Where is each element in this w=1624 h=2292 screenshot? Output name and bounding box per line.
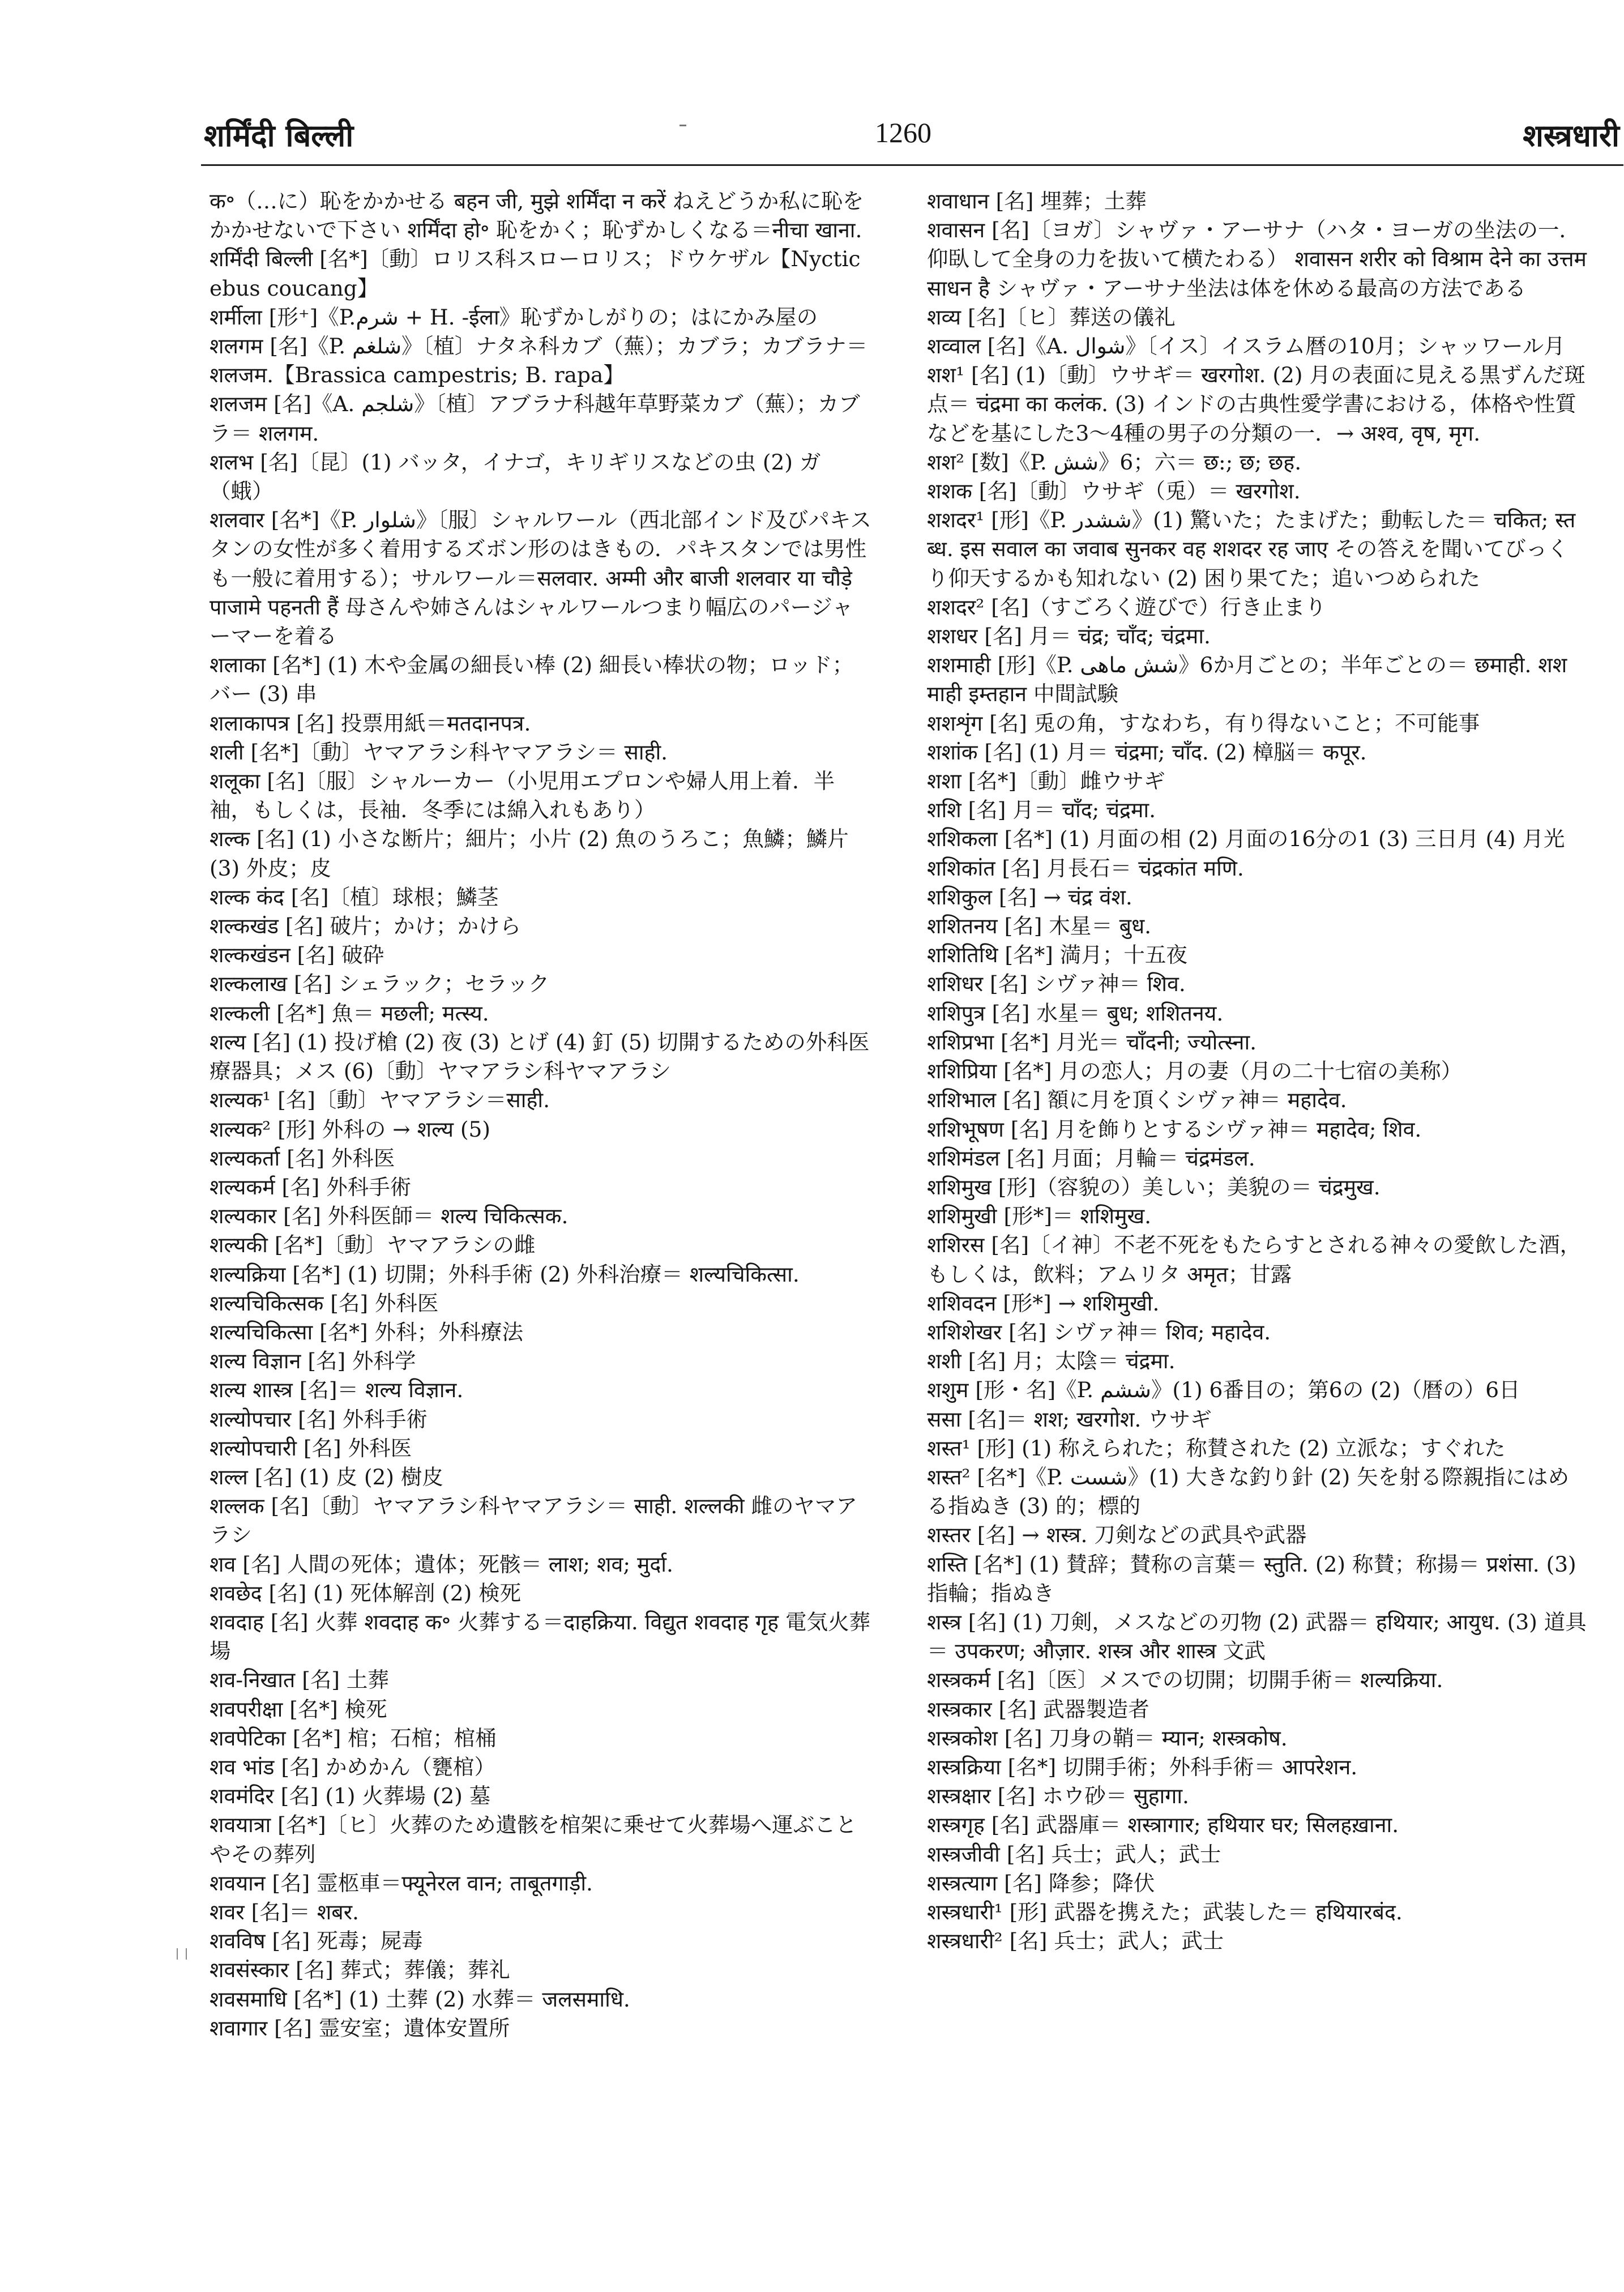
left-running-headword: शर्मिंदी बिल्ली — [204, 117, 354, 153]
dictionary-entry: शवाधान [名] 埋葬；土葬 — [927, 189, 1147, 214]
dictionary-entry: शशुम [形・名]《P. ششم》(1) 6番目の；第6の (2)（暦の）6日 — [927, 1377, 1520, 1403]
dictionary-entry: शशदर² [名]（すごろく遊びで）行き止まり — [927, 594, 1326, 620]
dictionary-entry: शलजम [名]《A. شلجم》〔植〕アブラナ科越年草野菜カブ（蕪）；カブラ＝ शलगम. — [210, 391, 860, 446]
dictionary-entry: शल्यचिकित्सा [名*] 外科；外科療法 — [210, 1319, 524, 1345]
dictionary-entry: शवयात्रा [名*]〔ヒ〕火葬のため遺骸を棺架に乗せて火葬場へ運ぶことやその葬列 — [210, 1812, 857, 1867]
dictionary-entry: शव भांड [名] かめかん（甕棺） — [210, 1754, 496, 1779]
dictionary-entry: शल्लक [名]〔動〕ヤマアラシ科ヤマアラシ＝ साही. शल्लकी 雌のヤマアラシ — [210, 1493, 858, 1548]
page-header — [0, 0, 1624, 164]
dictionary-entry: शल्योपचार [名] 外科手術 — [210, 1406, 428, 1432]
dictionary-entry: शल्ल [名] (1) 皮 (2) 樹皮 — [210, 1464, 443, 1489]
dictionary-entry: शशधर [名] 月＝ चंद्र; चाँद; चंद्रमा. — [927, 624, 1211, 649]
dictionary-entry: शशशृंग [名] 兎の角，すなわち，有り得ないこと；不可能事 — [927, 710, 1480, 736]
dictionary-entry: शशिशेखर [名] シヴァ神＝ शिव; महादेव. — [927, 1319, 1271, 1345]
dictionary-entry: शशितिथि [名*] 満月；十五夜 — [927, 942, 1187, 968]
dictionary-entry: शलूका [名]〔服〕シャルーカー（小児用エプロンや婦人用上着．半袖，もしくは，長袖．冬季には綿入れもあり） — [210, 769, 835, 823]
header-rule — [201, 164, 1623, 166]
dictionary-entry: शशिप्रिया [名*] 月の恋人；月の妻（月の二十七宿の美称） — [927, 1058, 1463, 1084]
dictionary-entry: शलवार [名*]《P. شلوار》〔服〕シャルワール（西北部インド及びパキスタンの女性が多く着用するズボン形のはきもの．パキスタンでは男性も一般に着用する）；サルワール＝सलवार. अम्मी और बाजी शलवार या चौड़े पाजामे पहनती हैं 母さんや姉さんはシャルワールつまり幅広のパージャーマーを着る — [210, 507, 871, 649]
dictionary-entry: शशिभाल [名] 額に月を頂くシヴァ神＝ महादेव. — [927, 1087, 1347, 1113]
dictionary-entry: शल्क कंद [名]〔植〕球根；鱗茎 — [210, 884, 499, 910]
dictionary-entry: शवपेटिका [名*] 棺；石棺；棺桶 — [210, 1725, 497, 1751]
dictionary-entry: शल्कखंडन [名] 破砕 — [210, 942, 384, 968]
dictionary-entry: शवमंदिर [名] (1) 火葬場 (2) 墓 — [210, 1783, 491, 1809]
dictionary-entry: शव [名] 人間の死体；遺体；死骸＝ लाश; शव; मुर्दा. — [210, 1551, 673, 1577]
dictionary-entry: शल्य विज्ञान [名] 外科学 — [210, 1348, 416, 1374]
page-number: 1260 — [875, 117, 931, 148]
dictionary-entry: शवदाह [名] 火葬 शवदाह क॰ 火葬する＝दाहक्रिया. विद्युत शवदाह गृह 電気火葬場 — [210, 1609, 870, 1664]
dictionary-entry: शलाकापत्र [名] 投票用紙＝मतदानपत्र. — [210, 710, 531, 736]
dictionary-entry: शशदर¹ [形]《P. ششدر》(1) 驚いた；たまげた；動転した＝ चकित; स्तब्ध. इस सवाल का जवाब सुनकर वह शशदर रह जाए その答えを聞いてびっくり仰天するかも知れない (2) 困り果てた；追いつめられた — [927, 507, 1576, 591]
dictionary-entry: शशिमुखी [形*]＝ शशिमुख. — [927, 1203, 1152, 1229]
dictionary-entry: शवासन [名]〔ヨガ〕シャヴァ・アーサナ（ハタ・ヨーガの坐法の一．仰臥して全身の力を抜いて横たわる） शवासन शरीर को विश्राम देने का उत्तम साधन है シャヴァ・アーサナ坐法は体を休める最高の方法である — [927, 217, 1587, 301]
dictionary-entry: शल्य [名] (1) 投げ槍 (2) 夜 (3) とげ (4) 釘 (5) 切開するための外科医療器具；メス (6)〔動〕ヤマアラシ科ヤマアラシ — [210, 1029, 870, 1084]
dictionary-entry: शशिप्रभा [名*] 月光＝ चाँदनी; ज्योत्स्ना. — [927, 1029, 1257, 1055]
dictionary-entry: शशिकला [名*] (1) 月面の相 (2) 月面の16分の1 (3) 三日月 (4) 月光 — [927, 826, 1565, 852]
dictionary-entry: शल्यक्रिया [名*] (1) 切開；外科手術 (2) 外科治療＝ शल्यचिकित्सा. — [210, 1261, 800, 1287]
dictionary-entry: शवविष [名] 死毒；屍毒 — [210, 1928, 423, 1954]
dictionary-entry: शर्मीला [形⁺]《P.شرم + H. -ईला》恥ずかしがりの；はにかみ屋の — [210, 304, 818, 330]
dictionary-entry: शस्त्रजीवी [名] 兵士；武人；武士 — [927, 1841, 1221, 1867]
dictionary-entry: शवछेद [名] (1) 死体解剖 (2) 検死 — [210, 1580, 522, 1606]
dictionary-entry: शशांक [名] (1) 月＝ चंद्रमा; चाँद. (2) 樟脳＝ कपूर. — [927, 739, 1367, 765]
dictionary-entry: शशमाही [形]《P. شش ماهی》6か月ごとの；半年ごとの＝ छमाही. शशमाही इम्तहान 中間試験 — [927, 652, 1567, 707]
dictionary-entry: शल्यक¹ [名]〔動〕ヤマアラシ＝साही. — [210, 1087, 550, 1113]
dictionary-entry: शवसमाधि [名*] (1) 土葬 (2) 水葬＝ जलसमाधि. — [210, 1986, 630, 2012]
dictionary-entry: शवागार [名] 霊安室；遺体安置所 — [210, 2015, 510, 2041]
dictionary-entry: शस्त्रकार [名] 武器製造者 — [927, 1696, 1149, 1722]
dictionary-entry: शशिकुल [名] → चंद्र वंश. — [927, 884, 1132, 910]
dictionary-entry: शश² [数]《P. شش》6；六＝ छ:; छ; छह. — [927, 449, 1302, 475]
dictionary-entry: शल्क [名] (1) 小さな断片；細片；小片 (2) 魚のうろこ；魚鱗；鱗片 (3) 外皮；皮 — [210, 826, 849, 881]
dictionary-entry: शल्कखंड [名] 破片；かけ；かけら — [210, 914, 522, 939]
dictionary-entry: शव्वाल [名]《A. شوال》〔イス〕イスラム暦の10月；シャッワール月 — [927, 334, 1565, 359]
dictionary-entry: ससा [名]＝ शश; खरगोश. ウサギ — [927, 1406, 1212, 1432]
dictionary-entry: शशिकांत [名] 月長石＝ चंद्रकांत मणि. — [927, 855, 1244, 881]
dictionary-entry: शलभ [名]〔昆〕(1) バッタ，イナゴ，キリギリスなどの虫 (2) ガ（蛾） — [210, 449, 821, 504]
dictionary-entry: क॰（…に）恥をかかせる बहन जी, मुझे शर्मिंदा न करें ねえどうか私に恥をかかせないで下さい शर्मिंदा हो॰ 恥をかく；恥ずかしくなる＝नीचा खाना. — [210, 189, 864, 243]
dictionary-entry: शवर [名]＝ शबर. — [210, 1899, 359, 1924]
dictionary-entry: शव्य [名]〔ヒ〕葬送の儀礼 — [927, 304, 1176, 330]
dictionary-entry: शल्कलाख [名] シェラック；セラック — [210, 971, 550, 997]
dictionary-entry: शस्त्रगृह [名] 武器庫＝ शस्त्रागार; हथियार घर; सिलहख़ाना. — [927, 1812, 1399, 1838]
right-column — [927, 187, 1589, 1956]
dictionary-entry: शस्त्रक्रिया [名*] 切開手術；外科手術＝ आपरेशन. — [927, 1754, 1358, 1779]
dictionary-entry: शश¹ [名] (1)〔動〕ウサギ＝ खरगोश. (2) 月の表面に見える黒ずんだ斑点＝ चंद्रमा का कलंक. (3) インドの古典性愛学書における，体格や性質などを基にした3〜4種の男子の分類の一．→ अश्व, वृष, मृग. — [927, 362, 1585, 446]
dictionary-entry: शव-निखात [名] 土葬 — [210, 1667, 389, 1693]
dictionary-entry: शस्त्रधारी¹ [形] 武器を携えた；武装した＝ हथियारबंद. — [927, 1899, 1403, 1924]
dictionary-entry: शलाका [名*] (1) 木や金属の細長い棒 (2) 細長い棒状の物；ロッド；バー (3) 串 — [210, 652, 854, 707]
right-running-headword-wrap — [211, 113, 1624, 155]
dictionary-entry: शशिमुख [形]（容貌の）美しい；美貌の＝ चंद्रमुख. — [927, 1174, 1381, 1200]
dictionary-entry: शस्ति [名*] (1) 賛辞；賛称の言葉＝ स्तुति. (2) 称賛；称揚＝ प्रशंसा. (3) 指輪；指ぬき — [927, 1551, 1576, 1606]
dictionary-entry: शल्यक² [形] 外科の → शल्य (5) — [210, 1116, 491, 1142]
dictionary-entry: शशि [名] 月＝ चाँद; चंद्रमा. — [927, 797, 1156, 823]
dictionary-entry: शल्यकर्म [名] 外科手術 — [210, 1174, 412, 1200]
margin-mark — [177, 1948, 187, 1960]
dictionary-entry: शशिमंडल [名] 月面；月輪＝ चंद्रमंडल. — [927, 1145, 1255, 1171]
dictionary-entry: शशिभूषण [名] 月を飾りとするシヴァ神＝ महादेव; शिव. — [927, 1116, 1422, 1142]
dictionary-entry: शल्योपचारी [名] 外科医 — [210, 1435, 412, 1461]
dictionary-entry: शशा [名*]〔動〕雌ウサギ — [927, 769, 1165, 794]
right-running-headword: शस्त्रधारी — [1523, 117, 1619, 153]
dictionary-entry: शल्यचिकित्सक [名] 外科医 — [210, 1290, 439, 1316]
dictionary-entry: शस्त्रत्याग [名] 降参；降伏 — [927, 1870, 1155, 1896]
dictionary-entry: शस्त्रक्षार [名] ホウ砂＝ सुहागा. — [927, 1783, 1189, 1809]
dictionary-entry: शशिधर [名] シヴァ神＝ शिव. — [927, 971, 1186, 997]
dictionary-entry: शस्त¹ [形] (1) 称えられた；称賛された (2) 立派な；すぐれた — [927, 1435, 1506, 1461]
dictionary-entry: शली [名*]〔動〕ヤマアラシ科ヤマアラシ＝ साही. — [210, 739, 668, 765]
dictionary-entry: शलगम [名]《P. شلغم》〔植〕ナタネ科カブ（蕪）；カブラ；カブラナ＝ शलजम.【Brassica campestris; B. rapa】 — [210, 334, 868, 388]
dictionary-entry: शस्तर [名] → शस्त्र. 刀剣などの武具や武器 — [927, 1522, 1307, 1548]
dictionary-entry: शवपरीक्षा [名*] 検死 — [210, 1696, 387, 1722]
dictionary-entry: शल्य शास्त्र [名]＝ शल्य विज्ञान. — [210, 1377, 464, 1403]
dictionary-entry: शल्यकी [名*]〔動〕ヤマアラシの雌 — [210, 1232, 536, 1258]
dictionary-entry: शल्यकार [名] 外科医師＝ शल्य चिकित्सक. — [210, 1203, 569, 1229]
dictionary-entry: शस्त्रकर्म [名]〔医〕メスでの切開；切開手術＝ शल्यक्रिया. — [927, 1667, 1443, 1693]
dictionary-entry: शस्त्रधारी² [名] 兵士；武人；武士 — [927, 1928, 1224, 1954]
dictionary-entry: शस्त्र [名] (1) 刀剣，メスなどの刃物 (2) 武器＝ हथियार; आयुध. (3) 道具＝ उपकरण; औज़ार. शस्त्र और शास्त्र 文武 — [927, 1609, 1587, 1664]
dictionary-entry: शशितनय [名] 木星＝ बुध. — [927, 914, 1152, 939]
dictionary-entry: शशिवदन [形*] → शशिमुखी. — [927, 1290, 1160, 1316]
dictionary-entry: शवसंस्कार [名] 葬式；葬儀；葬礼 — [210, 1957, 510, 1983]
dictionary-entry: शस्त्रकोश [名] 刀身の鞘＝ म्यान; शस्त्रकोष. — [927, 1725, 1288, 1751]
dictionary-entry: शशी [名] 月；太陰＝ चंद्रमा. — [927, 1348, 1176, 1374]
left-column — [210, 187, 872, 2043]
dictionary-entry: शर्मिंदी बिल्ली [名*]〔動〕ロリス科スローロリス；ドウケザル【Nycticebus coucang】 — [210, 246, 861, 301]
dictionary-entry: शशिपुत्र [名] 水星＝ बुध; शशितनय. — [927, 1000, 1224, 1026]
dictionary-entry: शशक [名]〔動〕ウサギ（兎）＝ खरगोश. — [927, 479, 1301, 504]
dictionary-entry: शशिरस [名]〔イ神〕不老不死をもたらすとされる神々の愛飲した酒，もしくは，飲料；アムリタ अमृत；甘露 — [927, 1232, 1582, 1287]
dictionary-entry: शस्त² [名*]《P. شست》(1) 大きな釣り針 (2) 矢を射る際親指にはめる指ぬき (3) 的；標的 — [927, 1464, 1570, 1519]
dictionary-entry: शल्कली [名*] 魚＝ मछली; मत्स्य. — [210, 1000, 489, 1026]
dictionary-entry: शल्यकर्ता [名] 外科医 — [210, 1145, 395, 1171]
dictionary-entry: शवयान [名] 霊柩車＝फ्यूनेरल वान; ताबूतगाड़ी. — [210, 1870, 593, 1896]
